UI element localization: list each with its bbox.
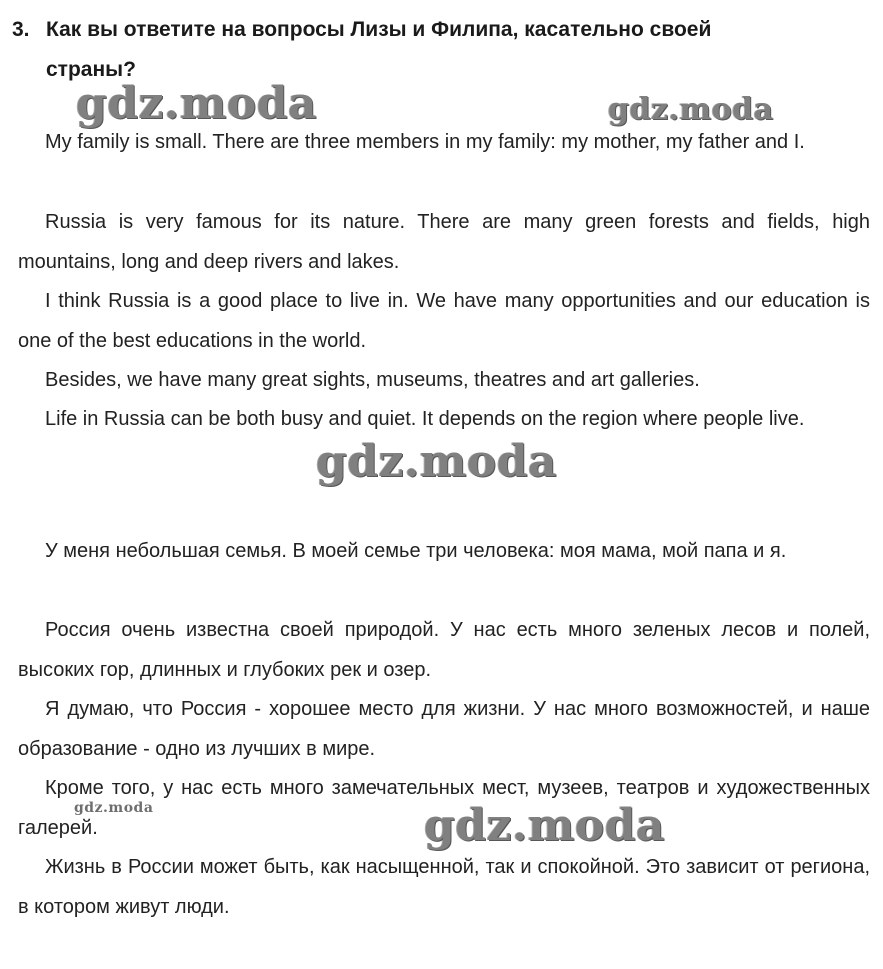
english-paragraph-1: My family is small. There are three members in my family: my mother, my father and I. [45, 131, 805, 153]
russian-paragraph-2: Россия очень известна своей природой. У нас есть много зеленых лесов и полей, высоких гор, длинных и глубоких рек и озер. [18, 619, 870, 681]
task-question-line2: страны? [46, 58, 136, 81]
english-paragraph-4: Besides, we have many great sights, museums, theatres and art galleries. [45, 369, 700, 391]
task-number: 3. [12, 18, 30, 41]
watermark-logo: gdz.moda [424, 800, 666, 851]
russian-paragraph-4: Кроме того, у нас есть много замечательных мест, музеев, театров и художественных галерей. [18, 777, 870, 839]
english-paragraph-2: Russia is very famous for its nature. There are many green forests and fields, high mountains, long and deep rivers and lakes. [18, 211, 870, 273]
task-question-line1: Как вы ответите на вопросы Лизы и Филипа, касательно своей [46, 18, 712, 41]
russian-paragraph-5: Жизнь в России может быть, как насыщенной, так и спокойной. Это зависит от региона, в котором живут люди. [18, 856, 870, 918]
watermark-logo: gdz.moda [76, 78, 318, 129]
russian-paragraph-1: У меня небольшая семья. В моей семье три человека: моя мама, мой папа и я. [45, 540, 787, 562]
watermark-logo: gdz.moda [316, 436, 558, 487]
watermark-logo: gdz.moda [608, 92, 774, 127]
russian-paragraph-3: Я думаю, что Россия - хорошее место для жизни. У нас много возможностей, и наше образование - одно из лучших в мире. [18, 698, 870, 760]
watermark-logo: gdz.moda [74, 800, 154, 816]
english-paragraph-3: I think Russia is a good place to live in. We have many opportunities and our education is one of the best educations in the world. [18, 290, 870, 352]
english-paragraph-5: Life in Russia can be both busy and quiet. It depends on the region where people live. [45, 408, 805, 430]
